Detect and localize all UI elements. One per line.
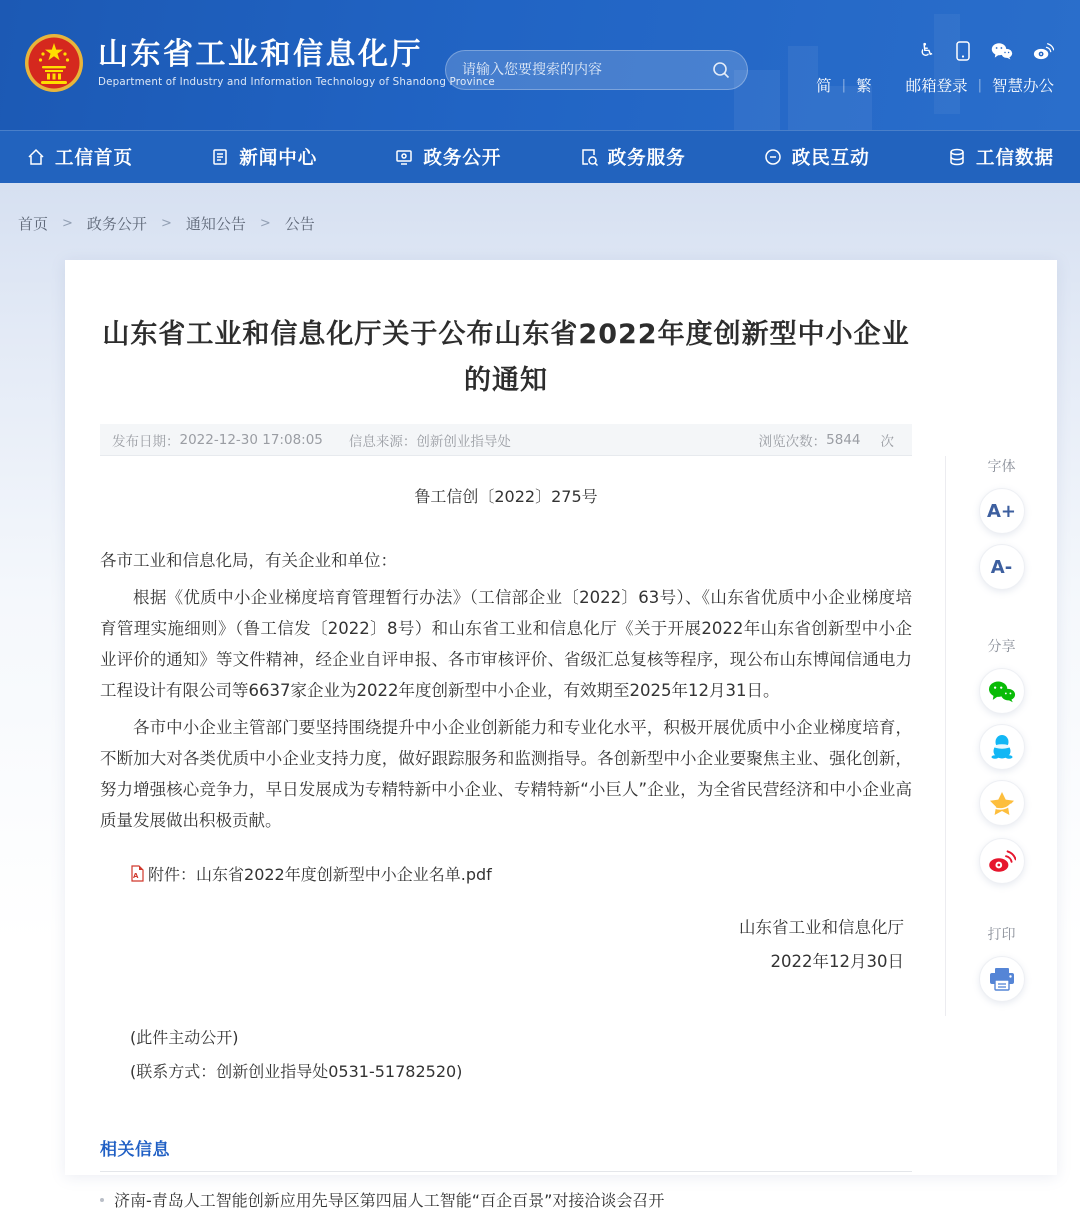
breadcrumb-disclosure[interactable]: 政务公开 bbox=[86, 215, 147, 233]
divider bbox=[100, 1171, 912, 1172]
interaction-icon bbox=[763, 147, 783, 167]
lang-traditional-link[interactable]: 繁 bbox=[856, 77, 872, 95]
breadcrumb-home[interactable]: 首页 bbox=[18, 215, 49, 233]
article-tools bbox=[945, 456, 1057, 1016]
disclosure-icon bbox=[394, 147, 414, 167]
wechat-icon[interactable] bbox=[991, 42, 1013, 60]
share-label: 分享 bbox=[987, 639, 1016, 655]
note-contact: (联系方式：创新创业指导处0531-51782520) bbox=[130, 1062, 463, 1081]
nav-item-news[interactable] bbox=[210, 144, 317, 170]
share-qzone-button[interactable] bbox=[979, 780, 1025, 826]
attachment-label: 附件： bbox=[148, 865, 197, 884]
article-card bbox=[65, 260, 1057, 1210]
site-name: 山东省工业和信息化厅 bbox=[98, 37, 423, 72]
share-weibo-button[interactable] bbox=[979, 838, 1025, 884]
related-heading: 相关信息 bbox=[100, 1140, 170, 1160]
attachment-link[interactable]: 山东省2022年度创新型中小企业名单.pdf bbox=[196, 865, 492, 884]
related-section bbox=[100, 1135, 912, 1211]
nav-label: 工信首页 bbox=[55, 148, 134, 169]
nav-label: 政民互动 bbox=[791, 148, 870, 169]
wechat-icon bbox=[988, 680, 1016, 703]
service-icon bbox=[579, 147, 599, 167]
related-link[interactable] bbox=[100, 1188, 912, 1211]
smart-office-link[interactable]: 智慧办公 bbox=[991, 77, 1054, 95]
article-notes bbox=[100, 1021, 912, 1089]
printer-icon bbox=[989, 967, 1015, 991]
weibo-icon bbox=[988, 849, 1016, 873]
views-unit: 次 bbox=[880, 433, 894, 450]
site-name-english: Department of Industry and Information Technology of Shandong Province bbox=[98, 76, 495, 88]
nav-item-interaction[interactable] bbox=[763, 144, 870, 170]
signature-date: 2022年12月30日 bbox=[770, 952, 904, 971]
mail-login-link[interactable]: 邮箱登录 bbox=[905, 77, 968, 95]
signature-org: 山东省工业和信息化厅 bbox=[739, 918, 904, 937]
breadcrumb-current[interactable]: 公告 bbox=[284, 215, 315, 233]
print-label: 打印 bbox=[987, 927, 1016, 943]
qzone-star-icon bbox=[989, 791, 1015, 816]
share-wechat-button[interactable] bbox=[979, 668, 1025, 714]
search-input[interactable] bbox=[462, 62, 711, 78]
share-qq-button[interactable] bbox=[979, 724, 1025, 770]
print-button[interactable] bbox=[979, 956, 1025, 1002]
qq-icon bbox=[990, 734, 1014, 760]
font-size-label: 字体 bbox=[987, 459, 1016, 475]
divider: | bbox=[841, 77, 847, 93]
document-number: 鲁工信创〔2022〕275号 bbox=[414, 487, 598, 506]
svg-text:A: A bbox=[133, 872, 139, 880]
breadcrumb-notices[interactable]: 通知公告 bbox=[185, 215, 246, 233]
breadcrumb-separator: > bbox=[259, 216, 271, 231]
accessibility-icon[interactable]: ♿ bbox=[918, 40, 935, 61]
views-label: 浏览次数： bbox=[758, 433, 827, 450]
divider: | bbox=[977, 77, 982, 93]
site-header bbox=[0, 0, 1080, 130]
page-body bbox=[0, 183, 1080, 1210]
nav-label: 政务公开 bbox=[423, 148, 502, 169]
mobile-icon[interactable] bbox=[955, 41, 971, 61]
main-nav bbox=[0, 130, 1080, 183]
font-increase-button[interactable]: A+ bbox=[979, 488, 1025, 534]
font-decrease-button[interactable]: A- bbox=[979, 544, 1025, 590]
nav-label: 政务服务 bbox=[607, 148, 686, 169]
bullet-icon bbox=[100, 1198, 104, 1202]
note-public: (此件主动公开) bbox=[130, 1028, 239, 1047]
news-icon bbox=[210, 147, 230, 167]
pdf-icon bbox=[130, 865, 145, 882]
home-icon bbox=[26, 147, 46, 167]
source-value: 创新创业指导处 bbox=[416, 433, 511, 450]
site-logo[interactable] bbox=[24, 33, 495, 93]
article-title: 山东省工业和信息化厅关于公布山东省2022年度创新型中小企业的通知 bbox=[102, 319, 910, 396]
nav-label: 新闻中心 bbox=[239, 148, 318, 169]
views-count: 5844 bbox=[826, 431, 861, 448]
source-label: 信息来源： bbox=[348, 433, 417, 450]
breadcrumb-separator: > bbox=[62, 216, 73, 231]
header-cityscape bbox=[788, 46, 818, 130]
nav-item-home[interactable] bbox=[26, 144, 133, 170]
nav-label: 工信数据 bbox=[975, 148, 1054, 169]
nav-item-data[interactable] bbox=[947, 144, 1054, 170]
data-icon bbox=[947, 147, 967, 167]
header-utilities bbox=[816, 40, 1054, 96]
publish-date-label: 发布日期： bbox=[112, 433, 180, 450]
lang-simplified-link[interactable]: 简 bbox=[816, 77, 832, 95]
nav-item-services[interactable] bbox=[579, 144, 686, 170]
weibo-icon[interactable] bbox=[1033, 42, 1054, 60]
salutation: 各市工业和信息化局，有关企业和单位： bbox=[100, 551, 397, 570]
breadcrumb-separator: > bbox=[160, 216, 172, 231]
site-search bbox=[445, 50, 748, 90]
related-link-text: 济南-青岛人工智能创新应用先导区第四届人工智能“百企百景”对接洽谈会召开 bbox=[114, 1191, 665, 1210]
attachment-row bbox=[100, 862, 912, 885]
article-meta bbox=[100, 424, 912, 456]
article-paragraph: 根据《优质中小企业梯度培育管理暂行办法》（工信部企业〔2022〕63号）、《山东省优质中小企业梯度培育管理实施细则》（鲁工信发〔2022〕8号）和山东省工业和信息化厅《关于开展2022年山东省创新型中小企业评价的通知》等文件精神，经企业自评申报、各市审核评价、省级汇总复核等程序，现公布山东博闻信通电力工程设计有限公司等6637家企业为2022年度创新型中小企业，有效期至2025年12月31日。 bbox=[100, 588, 912, 700]
signature-block bbox=[100, 911, 912, 979]
breadcrumb bbox=[0, 183, 1080, 234]
national-emblem-icon bbox=[24, 33, 84, 93]
article-paragraph: 各市中小企业主管部门要坚持围绕提升中小企业创新能力和专业化水平，积极开展优质中小企业梯度培育，不断加大对各类优质中小企业支持力度，做好跟踪服务和监测指导。各创新型中小企业要聚焦主业、强化创新，努力增强核心竞争力，早日发展成为专精特新中小企业、专精特新“小巨人”企业，为全省民营经济和中小企业高质量发展做出积极贡献。 bbox=[100, 718, 912, 830]
nav-item-disclosure[interactable] bbox=[394, 144, 501, 170]
publish-date: 2022-12-30 17:08:05 bbox=[179, 431, 323, 448]
search-icon[interactable] bbox=[711, 60, 731, 80]
